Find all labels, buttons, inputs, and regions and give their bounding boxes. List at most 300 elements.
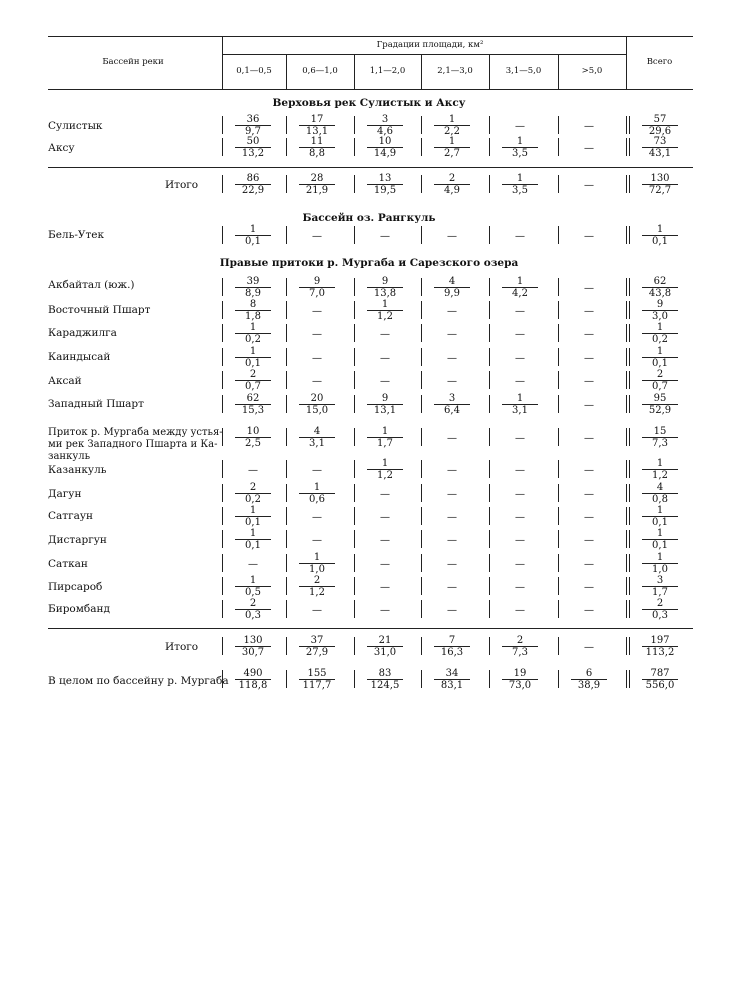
fraction-cell (632, 426, 688, 448)
lake-area: 0,2 (245, 494, 261, 505)
row-separator-tick (421, 670, 422, 688)
row-separator-tick (629, 428, 630, 446)
cell-dash: — (515, 353, 525, 364)
fraction-cell (225, 482, 281, 504)
fraction-cell (632, 635, 688, 657)
lake-count: 1 (381, 458, 389, 469)
lake-area: 13,2 (241, 148, 265, 159)
row-separator-tick (421, 554, 422, 572)
row-label: Аксай (48, 375, 82, 387)
lake-count: 3 (381, 114, 389, 125)
row-separator-tick (421, 460, 422, 478)
fraction-cell (632, 136, 688, 158)
lake-count: 130 (243, 635, 263, 646)
lake-count: 21 (378, 635, 392, 646)
row-separator-tick (558, 670, 559, 688)
fraction-cell (632, 114, 688, 136)
cell-dash: — (447, 512, 457, 523)
lake-count: 1 (249, 528, 257, 539)
row-separator-tick (626, 600, 627, 618)
row-separator-tick (629, 348, 630, 366)
row-label: Западный Пшарт (48, 398, 144, 410)
fraction-cell (225, 668, 281, 690)
fraction-cell (289, 276, 345, 298)
lake-area: 83,1 (440, 680, 464, 691)
cell-dash: — (380, 489, 390, 500)
fraction-cell (632, 668, 688, 690)
lake-area: 1,0 (309, 564, 325, 575)
row-label: Каиндысай (48, 351, 111, 363)
cell-dash: — (515, 376, 525, 387)
lake-count: 1 (656, 322, 664, 333)
fraction-cell (492, 136, 548, 158)
cell-dash: — (312, 353, 322, 364)
row-separator-tick (626, 175, 627, 193)
row-separator-tick (558, 301, 559, 319)
row-separator-tick (354, 348, 355, 366)
fraction-cell (632, 598, 688, 620)
fraction-cell (492, 635, 548, 657)
header-vline (222, 36, 223, 89)
cell-dash: — (515, 306, 525, 317)
lake-count: 2 (656, 598, 664, 609)
lake-area: 43,8 (648, 288, 672, 299)
row-separator-tick (489, 507, 490, 525)
fraction-cell (289, 668, 345, 690)
row-separator-tick (286, 507, 287, 525)
cell-dash: — (584, 353, 594, 364)
lake-area: 3,0 (652, 311, 668, 322)
row-separator-tick (354, 484, 355, 502)
fraction-cell (289, 482, 345, 504)
lake-area: 9,9 (444, 288, 460, 299)
row-separator-tick (626, 670, 627, 688)
row-separator-tick (629, 484, 630, 502)
lake-area: 19,5 (373, 185, 397, 196)
row-separator-tick (222, 301, 223, 319)
column-header: >5,0 (581, 66, 603, 76)
lake-area: 22,9 (241, 185, 265, 196)
lake-count: 197 (650, 635, 670, 646)
lake-count: 787 (650, 668, 670, 679)
cell-dash: — (447, 306, 457, 317)
row-separator-tick (626, 278, 627, 296)
row-separator-tick (354, 278, 355, 296)
row-separator-tick (286, 428, 287, 446)
row-separator-tick (626, 226, 627, 244)
row-separator-tick (558, 324, 559, 342)
cell-dash: — (515, 329, 525, 340)
cell-dash: — (584, 489, 594, 500)
row-separator-tick (421, 371, 422, 389)
row-separator-tick (286, 484, 287, 502)
fraction-cell (357, 276, 413, 298)
lake-area: 13,1 (373, 405, 397, 416)
header-top-rule (48, 36, 693, 37)
lake-area: 38,9 (577, 680, 601, 691)
lake-count: 9 (381, 276, 389, 287)
lake-count: 2 (656, 369, 664, 380)
row-separator-tick (286, 554, 287, 572)
fraction-cell (632, 322, 688, 344)
lake-count: 4 (313, 426, 321, 437)
cell-dash: — (380, 231, 390, 242)
row-separator-tick (421, 301, 422, 319)
group-rule (48, 628, 693, 629)
fraction-cell (424, 136, 480, 158)
row-separator-tick (626, 554, 627, 572)
cell-dash: — (312, 512, 322, 523)
lake-area: 1,0 (652, 564, 668, 575)
cell-dash: — (584, 283, 594, 294)
fraction-cell (225, 322, 281, 344)
row-separator-tick (489, 484, 490, 502)
cell-dash: — (312, 306, 322, 317)
row-separator-tick (489, 670, 490, 688)
row-label: Восточный Пшарт (48, 304, 151, 316)
fraction-cell (225, 369, 281, 391)
fraction-cell (225, 575, 281, 597)
row-separator-tick (286, 530, 287, 548)
lake-area: 2,2 (444, 126, 460, 137)
row-separator-tick (222, 507, 223, 525)
lake-count: 1 (516, 173, 524, 184)
fraction-cell (632, 173, 688, 195)
cell-dash: — (248, 465, 258, 476)
row-separator-tick (489, 428, 490, 446)
cell-dash: — (515, 433, 525, 444)
gradation-rule (222, 54, 626, 55)
lake-area: 16,3 (440, 647, 464, 658)
lake-count: 17 (310, 114, 324, 125)
lake-count: 155 (307, 668, 327, 679)
cell-dash: — (312, 465, 322, 476)
lake-area: 7,3 (512, 647, 528, 658)
row-separator-tick (558, 395, 559, 413)
row-separator-tick (558, 278, 559, 296)
fraction-cell (424, 393, 480, 415)
fraction-cell (289, 393, 345, 415)
row-separator-tick (558, 484, 559, 502)
cell-dash: — (447, 535, 457, 546)
fraction-cell (225, 505, 281, 527)
cell-dash: — (380, 535, 390, 546)
row-separator-tick (626, 577, 627, 595)
row-separator-tick (558, 226, 559, 244)
lake-area: 2,7 (444, 148, 460, 159)
row-separator-tick (558, 507, 559, 525)
lake-area: 8,9 (245, 288, 261, 299)
lake-area: 30,7 (241, 647, 265, 658)
cell-dash: — (447, 559, 457, 570)
lake-count: 37 (310, 635, 324, 646)
fraction-cell (357, 458, 413, 480)
fraction-cell (632, 528, 688, 550)
row-separator-tick (629, 554, 630, 572)
column-header: 0,6—1,0 (302, 66, 338, 76)
row-separator-tick (558, 428, 559, 446)
row-separator-tick (626, 530, 627, 548)
row-separator-tick (354, 428, 355, 446)
cell-dash: — (584, 559, 594, 570)
row-separator-tick (222, 371, 223, 389)
row-separator-tick (489, 324, 490, 342)
lake-count: 1 (656, 505, 664, 516)
row-separator-tick (421, 600, 422, 618)
row-label: Аксу (48, 142, 75, 154)
row-separator-tick (629, 116, 630, 134)
row-separator-tick (222, 278, 223, 296)
row-separator-tick (222, 670, 223, 688)
lake-count: 62 (653, 276, 667, 287)
row-separator-tick (626, 116, 627, 134)
row-separator-tick (629, 226, 630, 244)
row-separator-tick (421, 116, 422, 134)
lake-area: 21,9 (305, 185, 329, 196)
row-separator-tick (629, 600, 630, 618)
lake-count: 2 (516, 635, 524, 646)
row-separator-tick (626, 395, 627, 413)
row-separator-tick (629, 460, 630, 478)
lake-area: 1,2 (309, 587, 325, 598)
row-separator-tick (222, 484, 223, 502)
cell-dash: — (380, 512, 390, 523)
row-label: Акбайтал (юж.) (48, 279, 135, 291)
cell-dash: — (447, 353, 457, 364)
fraction-cell (632, 299, 688, 321)
row-separator-tick (222, 324, 223, 342)
lake-area: 3,1 (309, 438, 325, 449)
row-separator-tick (629, 175, 630, 193)
header-bottom-rule (48, 89, 693, 90)
column-header: 1,1—2,0 (369, 66, 406, 76)
lake-count: 1 (249, 505, 257, 516)
cell-dash: — (515, 559, 525, 570)
lake-area: 113,2 (645, 647, 675, 658)
fraction-cell (357, 136, 413, 158)
cell-dash: — (248, 559, 258, 570)
fraction-cell (424, 635, 480, 657)
cell-dash: — (515, 605, 525, 616)
row-separator-tick (558, 577, 559, 595)
lake-area: 27,9 (305, 647, 329, 658)
cell-dash: — (380, 559, 390, 570)
row-separator-tick (354, 507, 355, 525)
lake-area: 6,4 (444, 405, 460, 416)
row-label: Дистаргун (48, 534, 107, 546)
lake-area: 0,8 (652, 494, 668, 505)
fraction-cell (492, 668, 548, 690)
cell-dash: — (584, 143, 594, 154)
row-separator-tick (354, 554, 355, 572)
fraction-cell (632, 276, 688, 298)
lake-count: 2 (249, 369, 257, 380)
fraction-cell (424, 114, 480, 136)
lake-area: 2,5 (245, 438, 261, 449)
fraction-cell (289, 575, 345, 597)
row-separator-tick (626, 507, 627, 525)
row-separator-tick (489, 577, 490, 595)
fraction-cell (289, 136, 345, 158)
row-separator-tick (222, 460, 223, 478)
row-separator-tick (222, 554, 223, 572)
fraction-cell (632, 552, 688, 574)
row-separator-tick (558, 600, 559, 618)
lake-area: 1,8 (245, 311, 261, 322)
fraction-cell (225, 114, 281, 136)
row-separator-tick (421, 484, 422, 502)
cell-dash: — (447, 605, 457, 616)
row-separator-tick (629, 507, 630, 525)
cell-dash: — (584, 400, 594, 411)
row-separator-tick (286, 371, 287, 389)
cell-dash: — (312, 376, 322, 387)
row-label: Итого (165, 179, 199, 191)
row-separator-tick (354, 175, 355, 193)
row-separator-tick (354, 530, 355, 548)
row-separator-tick (489, 175, 490, 193)
lake-area: 13,1 (305, 126, 329, 137)
row-separator-tick (222, 138, 223, 156)
section-title: Бассейн оз. Рангкуль (302, 212, 436, 224)
row-separator-tick (286, 395, 287, 413)
row-separator-tick (489, 301, 490, 319)
lake-area: 13,8 (373, 288, 397, 299)
row-label: Дагун (48, 488, 82, 500)
fraction-cell (492, 173, 548, 195)
lake-count: 7 (448, 635, 456, 646)
cell-dash: — (584, 535, 594, 546)
lake-area: 29,6 (648, 126, 672, 137)
row-separator-tick (629, 138, 630, 156)
row-label: занкуль (48, 451, 91, 462)
fraction-cell (225, 173, 281, 195)
lake-count: 1 (656, 346, 664, 357)
lake-count: 2 (448, 173, 456, 184)
lake-count: 10 (378, 136, 392, 147)
lake-area: 556,0 (645, 680, 675, 691)
row-separator-tick (222, 600, 223, 618)
row-separator-tick (286, 324, 287, 342)
lake-count: 1 (313, 552, 321, 563)
lake-area: 15,3 (241, 405, 265, 416)
lake-area: 0,1 (652, 236, 668, 247)
lake-count: 73 (653, 136, 667, 147)
lake-area: 15,0 (305, 405, 329, 416)
lake-count: 15 (653, 426, 667, 437)
cell-dash: — (515, 489, 525, 500)
row-separator-tick (222, 428, 223, 446)
row-separator-tick (626, 460, 627, 478)
row-separator-tick (629, 577, 630, 595)
row-separator-tick (286, 348, 287, 366)
lake-area: 0,1 (245, 517, 261, 528)
lake-area: 72,7 (648, 185, 672, 196)
lake-count: 57 (653, 114, 667, 125)
fraction-cell (289, 173, 345, 195)
lake-area: 0,1 (652, 540, 668, 551)
fraction-cell (632, 458, 688, 480)
row-separator-tick (222, 226, 223, 244)
row-separator-tick (626, 301, 627, 319)
fraction-cell (225, 224, 281, 246)
lake-area: 117,7 (302, 680, 332, 691)
row-separator-tick (629, 530, 630, 548)
row-label: Бель-Утек (48, 229, 105, 241)
cell-dash: — (312, 605, 322, 616)
cell-dash: — (447, 465, 457, 476)
cell-dash: — (515, 121, 525, 132)
row-separator-tick (626, 348, 627, 366)
cell-dash: — (312, 231, 322, 242)
row-separator-tick (489, 637, 490, 655)
fraction-cell (632, 505, 688, 527)
fraction-cell (632, 224, 688, 246)
cell-dash: — (584, 465, 594, 476)
lake-area: 3,5 (512, 185, 528, 196)
row-label: Сулистык (48, 120, 103, 132)
lake-count: 1 (313, 482, 321, 493)
row-separator-tick (354, 600, 355, 618)
fraction-cell (357, 668, 413, 690)
fraction-cell (225, 299, 281, 321)
cell-dash: — (447, 231, 457, 242)
lake-area: 1,7 (377, 438, 393, 449)
row-separator-tick (286, 301, 287, 319)
cell-dash: — (515, 582, 525, 593)
row-separator-tick (222, 577, 223, 595)
cell-dash: — (584, 582, 594, 593)
row-separator-tick (421, 577, 422, 595)
row-separator-tick (286, 637, 287, 655)
row-separator-tick (286, 577, 287, 595)
row-separator-tick (222, 175, 223, 193)
fraction-cell (357, 173, 413, 195)
cell-dash: — (584, 121, 594, 132)
lake-count: 86 (246, 173, 260, 184)
lake-area: 7,3 (652, 438, 668, 449)
row-separator-tick (286, 138, 287, 156)
fraction-cell (289, 114, 345, 136)
lake-area: 0,3 (652, 610, 668, 621)
lake-count: 28 (310, 173, 324, 184)
row-separator-tick (421, 324, 422, 342)
cell-dash: — (584, 329, 594, 340)
lake-count: 6 (585, 668, 593, 679)
fraction-cell (289, 426, 345, 448)
row-separator-tick (489, 371, 490, 389)
lake-count: 11 (310, 136, 324, 147)
row-separator-tick (354, 371, 355, 389)
lake-count: 95 (653, 393, 667, 404)
cell-dash: — (447, 582, 457, 593)
fraction-cell (492, 276, 548, 298)
basin-column-header: Бассейн реки (102, 57, 164, 67)
lake-count: 2 (249, 598, 257, 609)
lake-count: 62 (246, 393, 260, 404)
lake-area: 4,6 (377, 126, 393, 137)
row-separator-tick (354, 301, 355, 319)
fraction-cell (289, 635, 345, 657)
lake-area: 4,9 (444, 185, 460, 196)
row-separator-tick (489, 395, 490, 413)
column-header: 0,1—0,5 (236, 66, 272, 76)
row-separator-tick (222, 116, 223, 134)
fraction-cell (225, 276, 281, 298)
lake-count: 10 (246, 426, 260, 437)
row-separator-tick (489, 278, 490, 296)
row-separator-tick (421, 278, 422, 296)
